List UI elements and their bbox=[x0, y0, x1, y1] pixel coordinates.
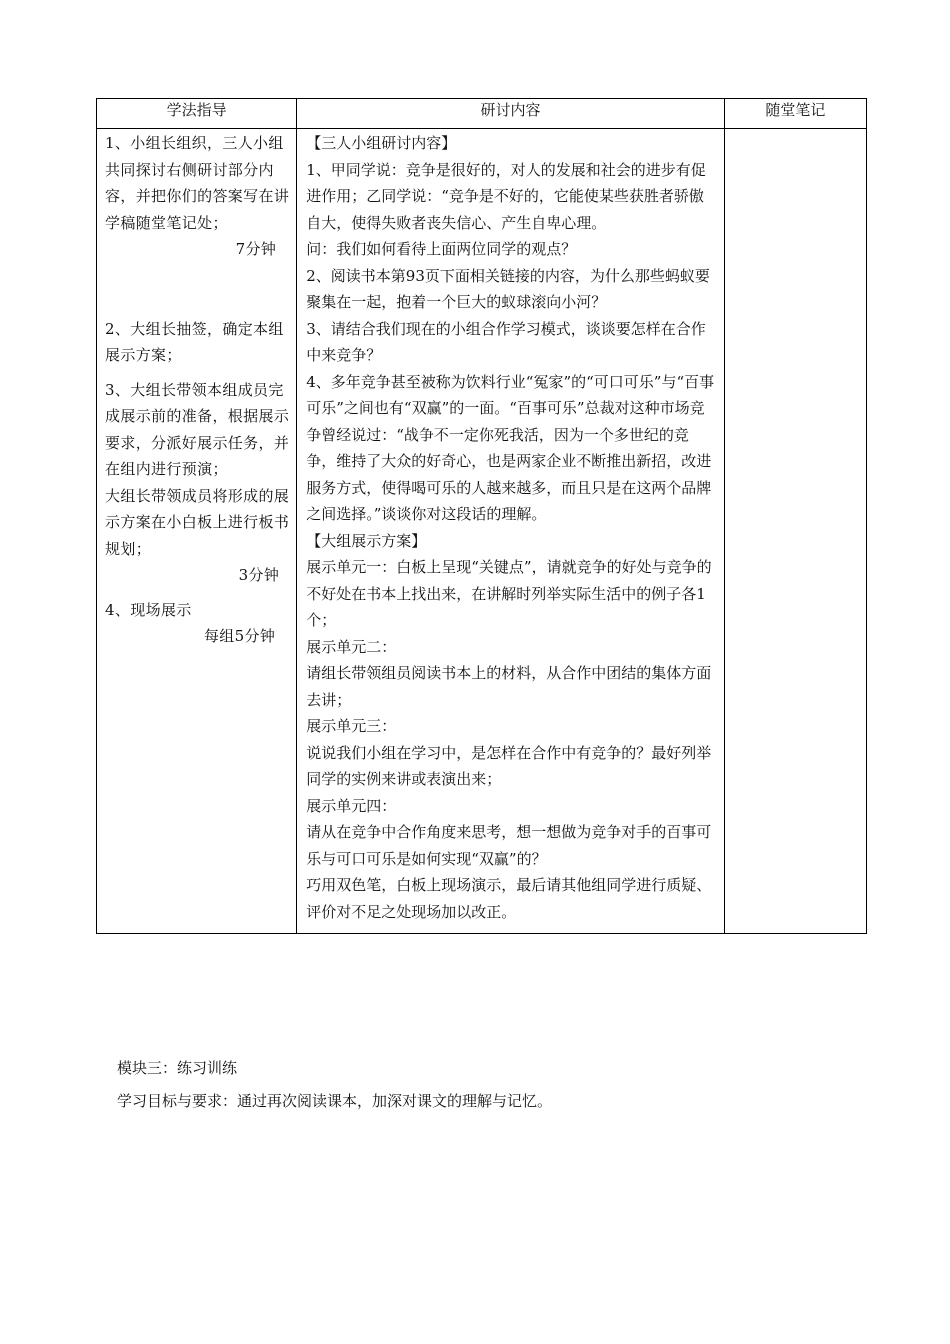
table-body-row bbox=[97, 129, 867, 934]
unit-3-label: 展示单元三： bbox=[306, 717, 397, 735]
question-1b: 问：我们如何看待上面两位同学的观点？ bbox=[306, 240, 577, 258]
unit-2-text: 请组长带领组员阅读书本上的材料，从合作中团结的集体方面去讲； bbox=[306, 664, 712, 709]
question-2: 2、阅读书本第93页下面相关链接的内容，为什么那些蚂蚁要聚集在一起，抱着一个巨大的蚁球滚向小河？ bbox=[306, 266, 710, 311]
guide-time-3: 3分钟 bbox=[238, 566, 280, 584]
learning-goal: 学习目标与要求：通过再次阅读课本，加深对课文的理解与记忆。 bbox=[117, 1092, 553, 1110]
class-notes-cell[interactable] bbox=[724, 129, 866, 934]
question-1: 1、甲同学说：竞争是很好的，对人的发展和社会的进步有促进作用；乙同学说：“竞争是不好的，它能使某些获胜者骄傲自大，使得失败者丧失信心、产生自卑心理。 bbox=[306, 160, 706, 232]
spacer bbox=[105, 263, 291, 316]
header-discussion-content: 研讨内容 bbox=[297, 99, 725, 129]
guide-step-4: 4、现场展示 bbox=[105, 600, 192, 619]
unit-3-text: 说说我们小组在学习中，是怎样在合作中有竞争的？最好列举同学的实例来讲或表演出来； bbox=[306, 743, 712, 788]
big-group-title: 【大组展示方案】 bbox=[306, 531, 427, 550]
guide-step-2: 2、大组长抽签，确定本组展示方案； bbox=[105, 319, 284, 364]
guide-step-3: 3、大组长带领本组成员完成展示前的准备，根据展示要求，分派好展示任务，并在组内进行预演； bbox=[105, 380, 290, 478]
unit-2-label: 展示单元二： bbox=[306, 637, 397, 656]
discussion-content-cell bbox=[297, 129, 725, 934]
unit-5-text: 巧用双色笔，白板上现场演示，最后请其他组同学进行质疑、评价对不足之处现场加以改正。 bbox=[306, 876, 712, 921]
guide-step-1: 1、小组长组织，三人小组共同探讨右侧研讨部分内容，并把你们的答案写在讲学稿随堂笔记处； bbox=[105, 134, 290, 232]
question-4: 4、多年竞争甚至被称为饮料行业“冤家”的“可口可乐”与“百事可乐”之间也有“双赢”的一面。“百事可乐”总裁对这种市场竞争曾经说过：“战争不一定你死我活，因为一个多世纪的竞争，维持了大众的好奇心，也是两家企业不断推出新招，改进服务方式，使得喝可乐的人越来越多，而且只是在这两个品牌之间选择。”谈谈你对这段话的理解。 bbox=[306, 372, 715, 523]
unit-4-text: 请从在竞争中合作角度来思考，想一想做为竞争对手的百事可乐与可口可乐是如何实现“双赢”的？ bbox=[306, 823, 712, 868]
lesson-table bbox=[96, 98, 867, 934]
small-group-title: 【三人小组研讨内容】 bbox=[306, 134, 457, 152]
unit-1: 展示单元一：白板上呈现“关键点”，请就竞争的好处与竞争的不好处在书本上找出来，在讲解时列举实际生活中的例子各1个； bbox=[306, 558, 712, 629]
module-heading: 模块三：练习训练 bbox=[117, 1059, 238, 1077]
guide-time-4: 每组5分钟 bbox=[203, 627, 276, 645]
header-method-guide: 学法指导 bbox=[97, 99, 297, 129]
header-class-notes: 随堂笔记 bbox=[724, 99, 866, 129]
spacer bbox=[105, 369, 291, 377]
spacer bbox=[105, 589, 291, 597]
table-header-row bbox=[97, 99, 867, 129]
unit-4-label: 展示单元四： bbox=[306, 796, 397, 815]
guide-time-1: 7分钟 bbox=[235, 240, 277, 258]
question-3: 3、请结合我们现在的小组合作学习模式，谈谈要怎样在合作中来竞争？ bbox=[306, 319, 706, 364]
guide-step-3b: 大组长带领成员将形成的展示方案在小白板上进行板书规划； bbox=[105, 486, 290, 558]
method-guide-cell bbox=[97, 129, 297, 934]
